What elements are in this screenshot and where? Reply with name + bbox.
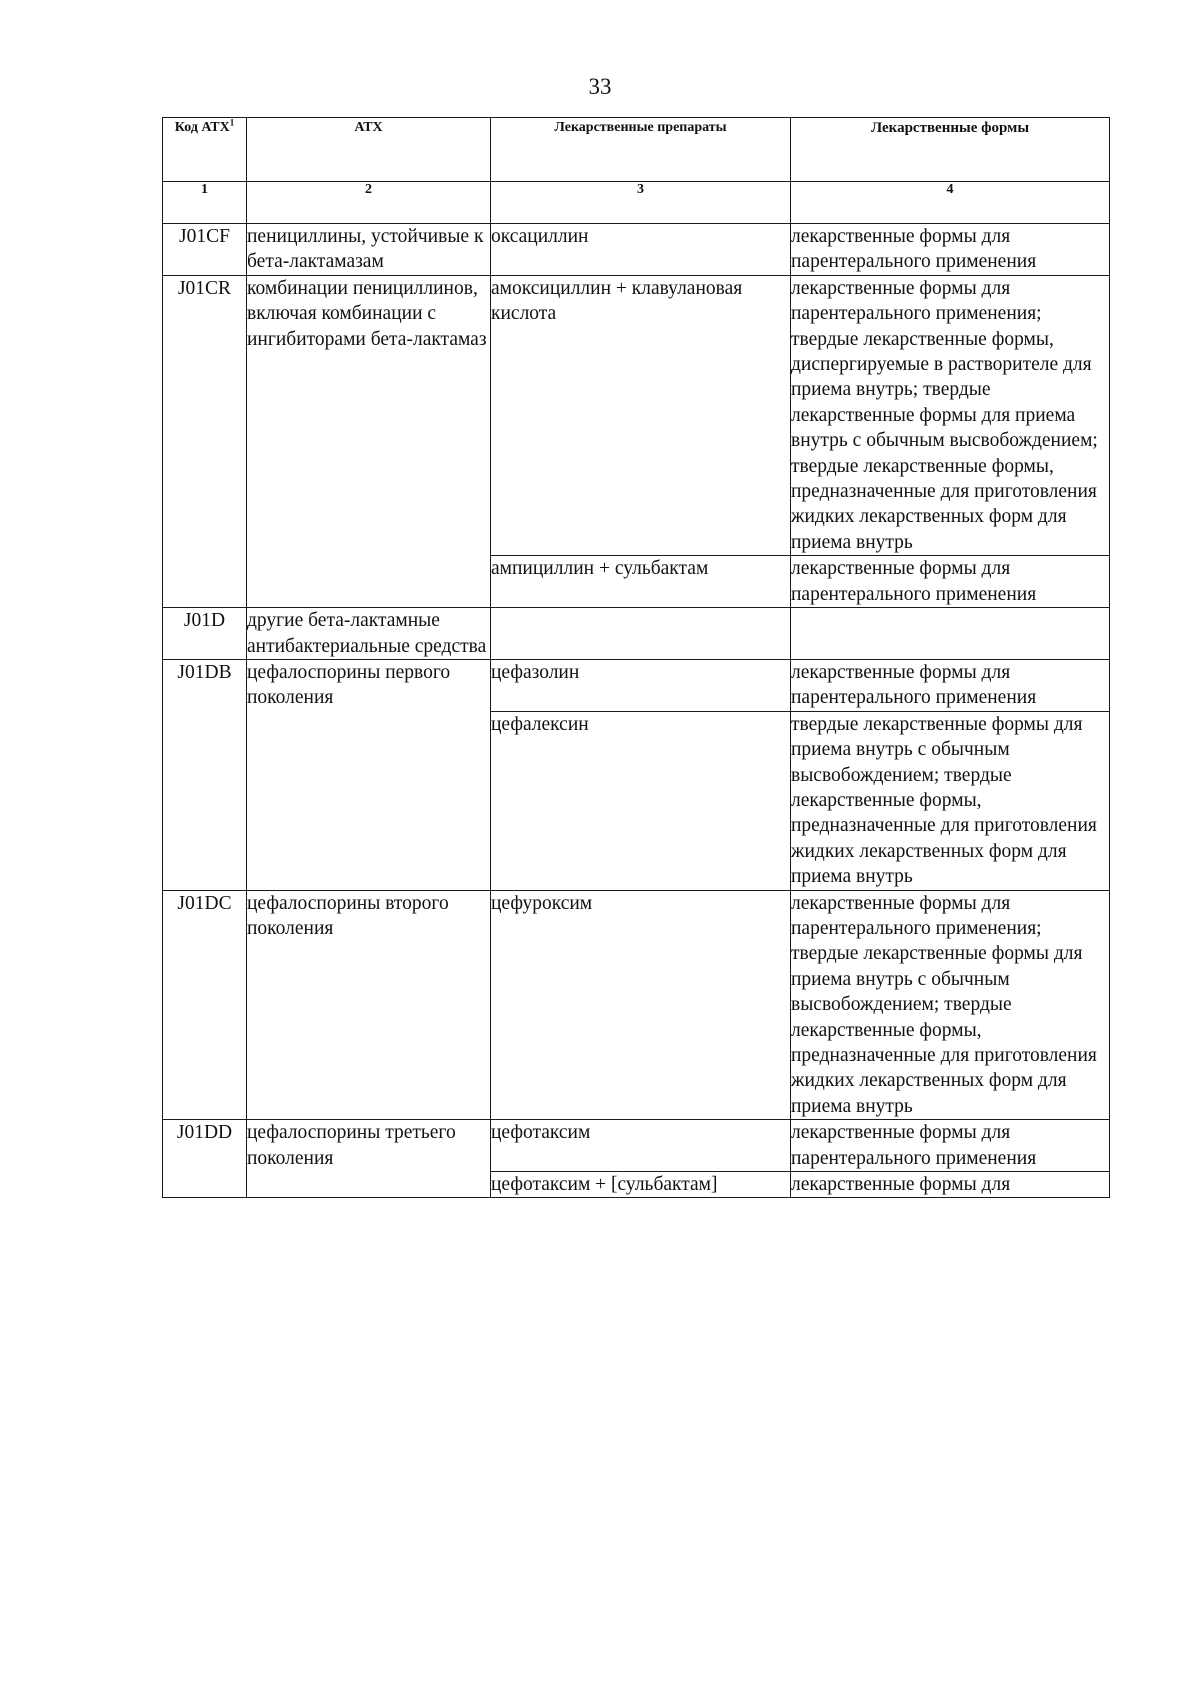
page-number: 33 xyxy=(588,74,612,99)
atc-group: комбинации пенициллинов, включая комбинации с ингибиторами бета-лактамаз xyxy=(247,275,491,607)
table-row xyxy=(163,1120,1110,1172)
atc-code: J01CF xyxy=(163,224,247,276)
drug-name: цефотаксим + [сульбактам] xyxy=(491,1172,791,1198)
table-row xyxy=(163,890,1110,1120)
dosage-forms: лекарственные формы для xyxy=(791,1172,1110,1198)
column-number: 4 xyxy=(791,182,1110,224)
table-header-row xyxy=(163,118,1110,182)
table-row xyxy=(163,608,1110,660)
header-atc: АТХ xyxy=(247,118,491,182)
dosage-forms: лекарственные формы для парентерального применения; твердые лекарственные формы для приема внутрь с обычным высвобождением; твердые лекарственные формы, предназначенные для приготовления жидких лекарственных форм для приема внутрь xyxy=(791,890,1110,1120)
table-row xyxy=(163,659,1110,711)
atc-group: пенициллины, устойчивые к бета-лактамазам xyxy=(247,224,491,276)
drug-name: цефалексин xyxy=(491,711,791,890)
table-row xyxy=(163,224,1110,276)
table-body xyxy=(163,224,1110,1198)
dosage-forms xyxy=(791,608,1110,660)
atc-group: цефалоспорины третьего поколения xyxy=(247,1120,491,1198)
atc-code: J01CR xyxy=(163,275,247,607)
table-row xyxy=(163,275,1110,555)
atc-code: J01DD xyxy=(163,1120,247,1198)
column-number: 1 xyxy=(163,182,247,224)
atc-code: J01DB xyxy=(163,659,247,890)
atc-code: J01D xyxy=(163,608,247,660)
dosage-forms: лекарственные формы для парентерального применения xyxy=(791,1120,1110,1172)
atc-group: цефалоспорины второго поколения xyxy=(247,890,491,1120)
atc-group: цефалоспорины первого поколения xyxy=(247,659,491,890)
drug-name: цефазолин xyxy=(491,659,791,711)
drug-name: амоксициллин + клавулановая кислота xyxy=(491,275,791,555)
atc-code: J01DC xyxy=(163,890,247,1120)
atc-group: другие бета-лактамные антибактериальные средства xyxy=(247,608,491,660)
dosage-forms: лекарственные формы для парентерального применения xyxy=(791,556,1110,608)
header-drugs: Лекарственные препараты xyxy=(491,118,791,182)
drug-name: цефотаксим xyxy=(491,1120,791,1172)
dosage-forms: лекарственные формы для парентерального применения xyxy=(791,224,1110,276)
header-forms: Лекарственные формы xyxy=(791,118,1110,182)
drug-name xyxy=(491,608,791,660)
column-number-row xyxy=(163,182,1110,224)
drug-name: оксациллин xyxy=(491,224,791,276)
dosage-forms: лекарственные формы для парентерального применения xyxy=(791,659,1110,711)
dosage-forms: твердые лекарственные формы для приема внутрь с обычным высвобождением; твердые лекарственные формы, предназначенные для приготовления жидких лекарственных форм для приема внутрь xyxy=(791,711,1110,890)
drug-name: ампициллин + сульбактам xyxy=(491,556,791,608)
dosage-forms: лекарственные формы для парентерального применения; твердые лекарственные формы, диспергируемые в растворителе для приема внутрь; твердые лекарственные формы для приема внутрь с обычным высвобождением; твердые лекарственные формы, предназначенные для приготовления жидких лекарственных форм для приема внутрь xyxy=(791,275,1110,555)
header-code: Код АТХ$^1$ xyxy=(163,118,247,182)
drug-table xyxy=(162,117,1110,1198)
header-code-footnote: 1 xyxy=(229,117,235,128)
column-number: 2 xyxy=(247,182,491,224)
column-number: 3 xyxy=(491,182,791,224)
drug-name: цефуроксим xyxy=(491,890,791,1120)
